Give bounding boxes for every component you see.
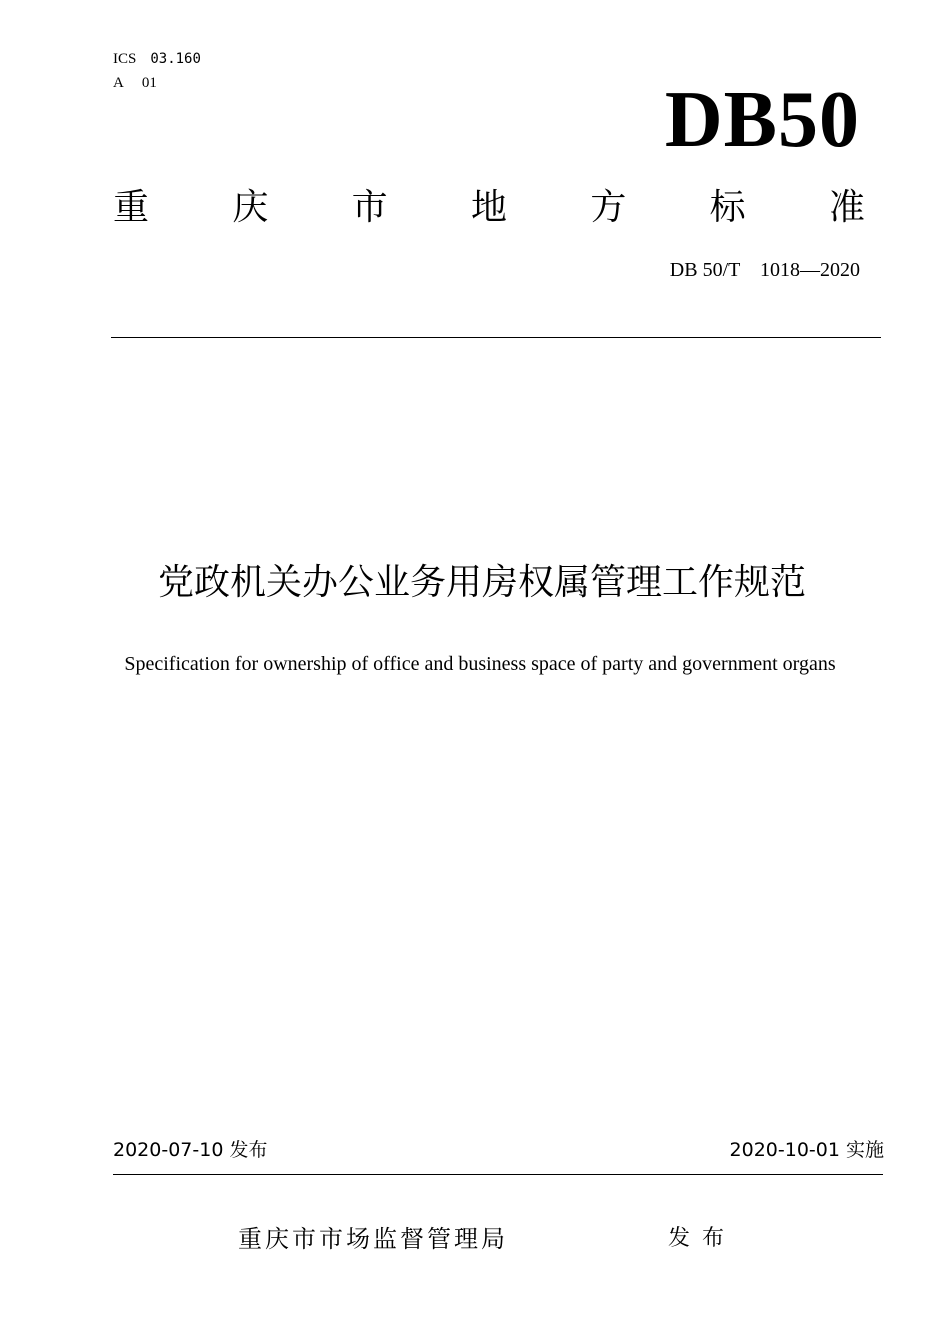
title-chinese: 党政机关办公业务用房权属管理工作规范 — [157, 562, 806, 603]
class-number: 01 — [141, 75, 157, 91]
standard-type-char: 市 — [351, 187, 388, 228]
standard-type-char: 准 — [828, 187, 865, 228]
standard-type-char: 标 — [709, 187, 746, 228]
standard-type-char: 重 — [113, 187, 150, 228]
class-label: A — [113, 75, 124, 91]
issuing-authority: 重庆市市场监督管理局 — [238, 1225, 508, 1253]
publish-date: 2020-07-10 发布 — [113, 1139, 268, 1161]
issue-label: 发布 — [668, 1226, 737, 1251]
standard-type-char: 方 — [590, 187, 627, 228]
standard-logo: DB50 — [664, 76, 860, 164]
title-english: Specification for ownership of office and business space of party and government organs — [124, 653, 836, 675]
implement-date: 2020-10-01 实施 — [729, 1139, 884, 1161]
standard-code: DB 50/T 1018—2020 — [669, 259, 860, 281]
ics-number: 03.160 — [150, 51, 201, 67]
standard-type-char: 庆 — [232, 187, 269, 228]
standard-type-char: 地 — [470, 187, 507, 228]
bottom-divider — [113, 1174, 883, 1175]
standard-type — [113, 186, 865, 230]
ics-code — [113, 50, 201, 68]
ics-label: ICS — [113, 51, 137, 67]
classification-code — [113, 74, 157, 92]
top-divider — [111, 337, 881, 338]
